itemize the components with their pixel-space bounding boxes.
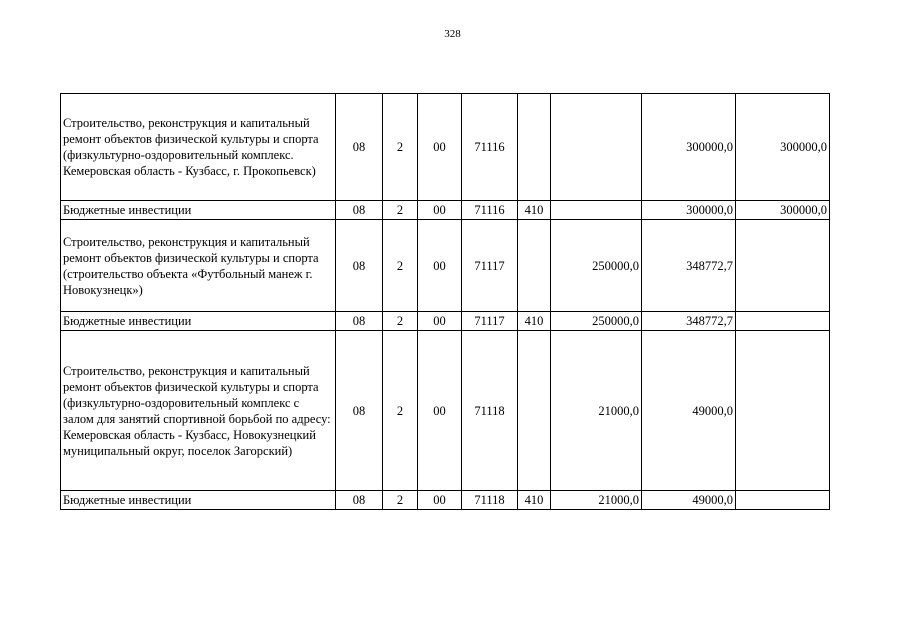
amount-col-3 [736, 220, 830, 312]
amount-col-1: 250000,0 [551, 220, 642, 312]
subsection-code: 2 [383, 331, 418, 491]
target-article-code: 71118 [462, 491, 518, 510]
amount-col-2: 300000,0 [642, 201, 736, 220]
amount-col-2: 300000,0 [642, 94, 736, 201]
budget-table [60, 93, 830, 510]
expense-type-code [518, 220, 551, 312]
amount-col-1: 21000,0 [551, 491, 642, 510]
section-code: 08 [336, 201, 383, 220]
amount-col-3 [736, 312, 830, 331]
section-code: 08 [336, 491, 383, 510]
table-row [61, 312, 830, 331]
target-article-code: 71117 [462, 220, 518, 312]
program-code: 00 [418, 331, 462, 491]
amount-col-3: 300000,0 [736, 201, 830, 220]
amount-col-2: 49000,0 [642, 331, 736, 491]
row-name: Бюджетные инвестиции [61, 201, 336, 220]
amount-col-1: 21000,0 [551, 331, 642, 491]
table-row [61, 94, 830, 201]
section-code: 08 [336, 312, 383, 331]
table-row [61, 201, 830, 220]
table-row [61, 491, 830, 510]
subsection-code: 2 [383, 312, 418, 331]
subsection-code: 2 [383, 94, 418, 201]
amount-col-3 [736, 331, 830, 491]
table-row [61, 220, 830, 312]
subsection-code: 2 [383, 220, 418, 312]
row-name: Строительство, реконструкция и капитальный ремонт объектов физической культуры и спорта (физкультурно-оздоровительный комплекс. Кемеровская область - Кузбасс, г. Прокопьевск) [61, 94, 336, 201]
section-code: 08 [336, 220, 383, 312]
target-article-code: 71118 [462, 331, 518, 491]
row-name: Бюджетные инвестиции [61, 312, 336, 331]
program-code: 00 [418, 220, 462, 312]
expense-type-code [518, 94, 551, 201]
target-article-code: 71116 [462, 201, 518, 220]
program-code: 00 [418, 94, 462, 201]
section-code: 08 [336, 331, 383, 491]
expense-type-code: 410 [518, 201, 551, 220]
amount-col-1 [551, 201, 642, 220]
page-number: 328 [444, 28, 461, 40]
amount-col-1 [551, 94, 642, 201]
row-name: Строительство, реконструкция и капитальный ремонт объектов физической культуры и спорта (физкультурно-оздоровительный комплекс с залом для занятий спортивной борьбой по адресу: Кемеровская область - Кузбасс, Новокузнецкий муниципальный округ, поселок Загорский) [61, 331, 336, 491]
amount-col-2: 348772,7 [642, 312, 736, 331]
amount-col-3 [736, 491, 830, 510]
program-code: 00 [418, 491, 462, 510]
amount-col-3: 300000,0 [736, 94, 830, 201]
program-code: 00 [418, 312, 462, 331]
amount-col-2: 348772,7 [642, 220, 736, 312]
expense-type-code [518, 331, 551, 491]
target-article-code: 71117 [462, 312, 518, 331]
row-name: Бюджетные инвестиции [61, 491, 336, 510]
program-code: 00 [418, 201, 462, 220]
subsection-code: 2 [383, 201, 418, 220]
subsection-code: 2 [383, 491, 418, 510]
row-name: Строительство, реконструкция и капитальный ремонт объектов физической культуры и спорта (строительство объекта «Футбольный манеж г. Новокузнецк») [61, 220, 336, 312]
amount-col-1: 250000,0 [551, 312, 642, 331]
expense-type-code: 410 [518, 312, 551, 331]
expense-type-code: 410 [518, 491, 551, 510]
table-row [61, 331, 830, 491]
target-article-code: 71116 [462, 94, 518, 201]
section-code: 08 [336, 94, 383, 201]
amount-col-2: 49000,0 [642, 491, 736, 510]
